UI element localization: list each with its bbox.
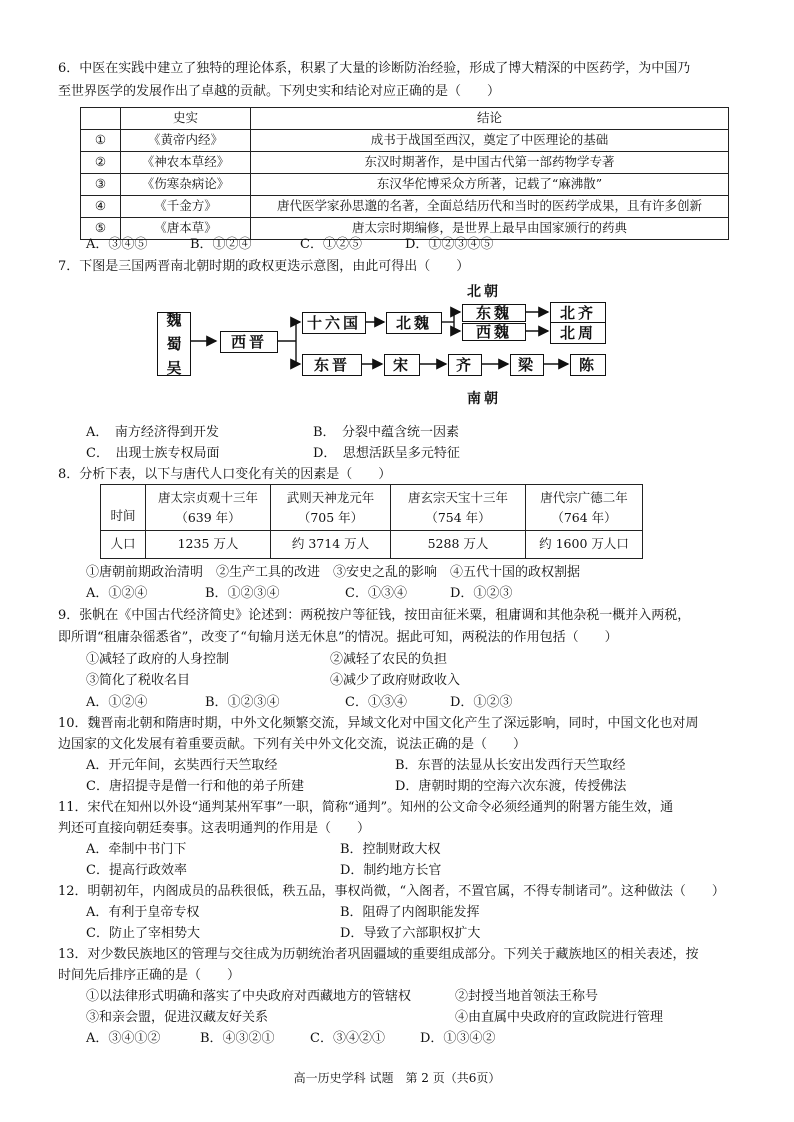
q8-pop-label: 人口 (101, 531, 146, 559)
q6-header-conclusion: 结论 (251, 108, 729, 130)
q6-option-b[interactable]: B．①②④ (190, 237, 252, 252)
q8-period-4 (526, 485, 643, 531)
node-liang: 梁 (510, 354, 544, 376)
q8-time-label: 时间 (101, 485, 146, 531)
period-reign: 唐玄宗天宝十三年 (407, 489, 508, 505)
q11-option-a[interactable]: A．牵制中书门下 (86, 842, 187, 857)
node-dongwei: 东魏 (462, 304, 526, 322)
q11-option-d[interactable]: D．制约地方长官 (340, 863, 442, 878)
q10-option-d[interactable]: D．唐朝时期的空海六次东渡，传授佛法 (395, 779, 627, 794)
q13-stem-line1: 13．对少数民族地区的管理与交往成为历朝统治者巩固疆域的重要组成部分。下列关于藏族地区的相关表述，按 (58, 947, 699, 962)
q7-option-d[interactable]: D． 思想活跃呈多元特征 (313, 446, 460, 461)
q7-option-b[interactable]: B． 分裂中蕴含统一因素 (313, 425, 460, 440)
q8-items: ①唐朝前期政治清明 ②生产工具的改进 ③安史之乱的影响 ④五代十国的政权割据 (86, 565, 581, 580)
q6-option-d[interactable]: D．①②③④⑤ (405, 237, 494, 252)
q9-option-d[interactable]: D．①②③ (450, 695, 513, 710)
q8-period-1 (146, 485, 271, 531)
row-index: ⑤ (81, 218, 121, 240)
q8-period-3 (391, 485, 526, 531)
row-index: ① (81, 130, 121, 152)
q6-header-fact: 史实 (121, 108, 251, 130)
node-beiwei: 北魏 (386, 312, 442, 334)
page-footer: 高一历史学科 试题 第 2 页（共6页） (293, 1071, 501, 1085)
q8-option-c[interactable]: C．①③④ (345, 586, 407, 601)
q10-option-b[interactable]: B．东晋的法显从长安出发西行天竺取经 (395, 758, 626, 773)
row-fact: 《千金方》 (121, 196, 251, 218)
row-conclusion: 东汉华佗博采众方所著，记载了“麻沸散” (251, 174, 729, 196)
node-xiwei: 西魏 (462, 323, 526, 341)
q6-stem-line2: 至世界医学的发展作出了卓越的贡献。下列史实和结论对应正确的是（ ） (58, 84, 501, 99)
node-qi: 齐 (448, 354, 482, 376)
q6-option-a[interactable]: A．③④⑤ (86, 237, 148, 252)
q12-stem: 12．明朝初年，内阁成员的品秩很低，秩五品，事权尚微，“入阁者，不置官属，不得专制诸司”。这种做法（ ） (58, 884, 725, 899)
node-xijin: 西晋 (220, 331, 278, 353)
q7-option-a[interactable]: A． 南方经济得到开发 (86, 425, 219, 440)
q12-option-b[interactable]: B．阻碍了内阁职能发挥 (340, 905, 480, 920)
q9-option-a[interactable]: A．①②④ (86, 695, 148, 710)
node-chen: 陈 (570, 354, 606, 376)
q13-option-b[interactable]: B．④③②① (200, 1031, 275, 1046)
row-conclusion: 唐代医学家孙思邈的名著，全面总结历代和当时的医药学成果，且有许多创新 (251, 196, 729, 218)
q8-pop-2: 约 3714 万人 (271, 531, 391, 559)
q8-pop-1: 1235 万人 (146, 531, 271, 559)
period-reign: 唐代宗广德二年 (540, 489, 628, 505)
q12-option-a[interactable]: A．有利于皇帝专权 (86, 905, 200, 920)
row-conclusion: 成书于战国至西汉，奠定了中医理论的基础 (251, 130, 729, 152)
q9-stem-line1: 9．张帆在《中国古代经济简史》论述到：两税按户等征钱，按田亩征米粟，租庸调和其他杂税一概并入两税， (58, 608, 691, 623)
q13-option-d[interactable]: D．①③④② (420, 1031, 496, 1046)
q6-option-c[interactable]: C．①②⑤ (300, 237, 362, 252)
q8-option-d[interactable]: D．①②③ (450, 586, 513, 601)
label-north-dynasties: 北朝 (467, 284, 501, 300)
row-index: ② (81, 152, 121, 174)
q9-option-c[interactable]: C．①③④ (345, 695, 407, 710)
node-wu: 吴 (166, 359, 182, 377)
q10-stem-line1: 10．魏晋南北朝和隋唐时期，中外文化频繁交流，异域文化对中国文化产生了深远影响，同时，中国文化也对周 (58, 716, 699, 731)
q13-stem-line2: 时间先后排序正确的是（ ） (58, 968, 241, 983)
row-index: ③ (81, 174, 121, 196)
q7-option-c[interactable]: C． 出现士族专权局面 (86, 446, 220, 461)
node-beiqi: 北齐 (550, 302, 606, 324)
q8-table (100, 484, 643, 559)
row-fact: 《伤寒杂病论》 (121, 174, 251, 196)
period-year: （705 年） (297, 509, 364, 525)
period-year: （754 年） (425, 509, 491, 525)
q8-option-a[interactable]: A．①②④ (86, 586, 148, 601)
period-year: （639 年） (175, 509, 241, 525)
q13-option-a[interactable]: A．③④①② (86, 1031, 161, 1046)
q8-period-2 (271, 485, 391, 531)
q8-pop-3: 5288 万人 (391, 531, 526, 559)
node-three-kingdoms (157, 312, 191, 376)
q10-stem-line2: 边国家的文化发展有着重要贡献。下列有关中外文化交流，说法正确的是（ ） (58, 737, 527, 752)
node-wei: 魏 (166, 311, 182, 329)
period-reign: 唐太宗贞观十三年 (157, 489, 258, 505)
q11-option-b[interactable]: B．控制财政大权 (340, 842, 441, 857)
label-south-dynasties: 南朝 (467, 391, 501, 407)
q11-stem-line1: 11．宋代在知州以外设“通判某州军事”一职，简称“通判”。知州的公文命令必须经通判的附署方能生效，通 (58, 800, 674, 815)
node-dongjin: 东晋 (302, 354, 362, 376)
period-reign: 武则天神龙元年 (286, 489, 375, 505)
q10-option-c[interactable]: C．唐招提寺是僧一行和他的弟子所建 (86, 779, 304, 794)
row-conclusion: 东汉时期著作，是中国古代第一部药物学专著 (251, 152, 729, 174)
q8-option-b[interactable]: B．①②③④ (205, 586, 280, 601)
q9-item-2: ②减轻了农民的负担 (330, 652, 448, 667)
q9-option-b[interactable]: B．①②③④ (205, 695, 280, 710)
node-sixteen-kingdoms: 十六国 (302, 312, 366, 334)
row-index: ④ (81, 196, 121, 218)
q6-stem-line1: 6．中医在实践中建立了独特的理论体系，积累了大量的诊断防治经验，形成了博大精深的中医药学，为中国乃 (58, 61, 691, 76)
q9-item-4: ④减少了政府财政收入 (330, 673, 461, 688)
row-fact: 《黄帝内经》 (121, 130, 251, 152)
row-fact: 《唐本草》 (121, 218, 251, 240)
q13-item-3: ③和亲会盟，促进汉藏友好关系 (86, 1010, 269, 1025)
q9-stem-line2: 即所谓“租庸杂徭悉省”，改变了“旬输月送无休息”的情况。据此可知，两税法的作用包括（ ） (58, 630, 618, 645)
row-fact: 《神农本草经》 (121, 152, 251, 174)
q13-item-2: ②封授当地首领法王称号 (455, 989, 599, 1004)
q13-item-1: ①以法律形式明确和落实了中央政府对西藏地方的管辖权 (86, 989, 412, 1004)
q7-stem: 7．下图是三国两晋南北朝时期的政权更迭示意图，由此可得出（ ） (58, 259, 470, 274)
q10-option-a[interactable]: A．开元年间，玄奘西行天竺取经 (86, 758, 278, 773)
q12-option-c[interactable]: C．防止了宰相势大 (86, 926, 200, 941)
node-song: 宋 (384, 354, 420, 376)
q13-item-4: ④由直属中央政府的宣政院进行管理 (455, 1010, 664, 1025)
node-beizhou: 北周 (550, 322, 606, 344)
node-shu: 蜀 (166, 335, 182, 353)
q9-item-3: ③简化了税收名目 (86, 673, 191, 688)
q11-option-c[interactable]: C．提高行政效率 (86, 863, 187, 878)
q13-option-c[interactable]: C．③④②① (310, 1031, 385, 1046)
q12-option-d[interactable]: D．导致了六部职权扩大 (340, 926, 481, 941)
q9-item-1: ①减轻了政府的人身控制 (86, 652, 230, 667)
q8-pop-4: 约 1600 万人口 (526, 531, 643, 559)
q8-stem: 8．分析下表，以下与唐代人口变化有关的因素是（ ） (58, 467, 392, 482)
period-year: （764 年） (551, 509, 617, 525)
q11-stem-line2: 判还可直接向朝廷奏事。这表明通判的作用是（ ） (58, 821, 371, 836)
row-conclusion: 唐太宗时期编修，是世界上最早由国家颁行的药典 (251, 218, 729, 240)
